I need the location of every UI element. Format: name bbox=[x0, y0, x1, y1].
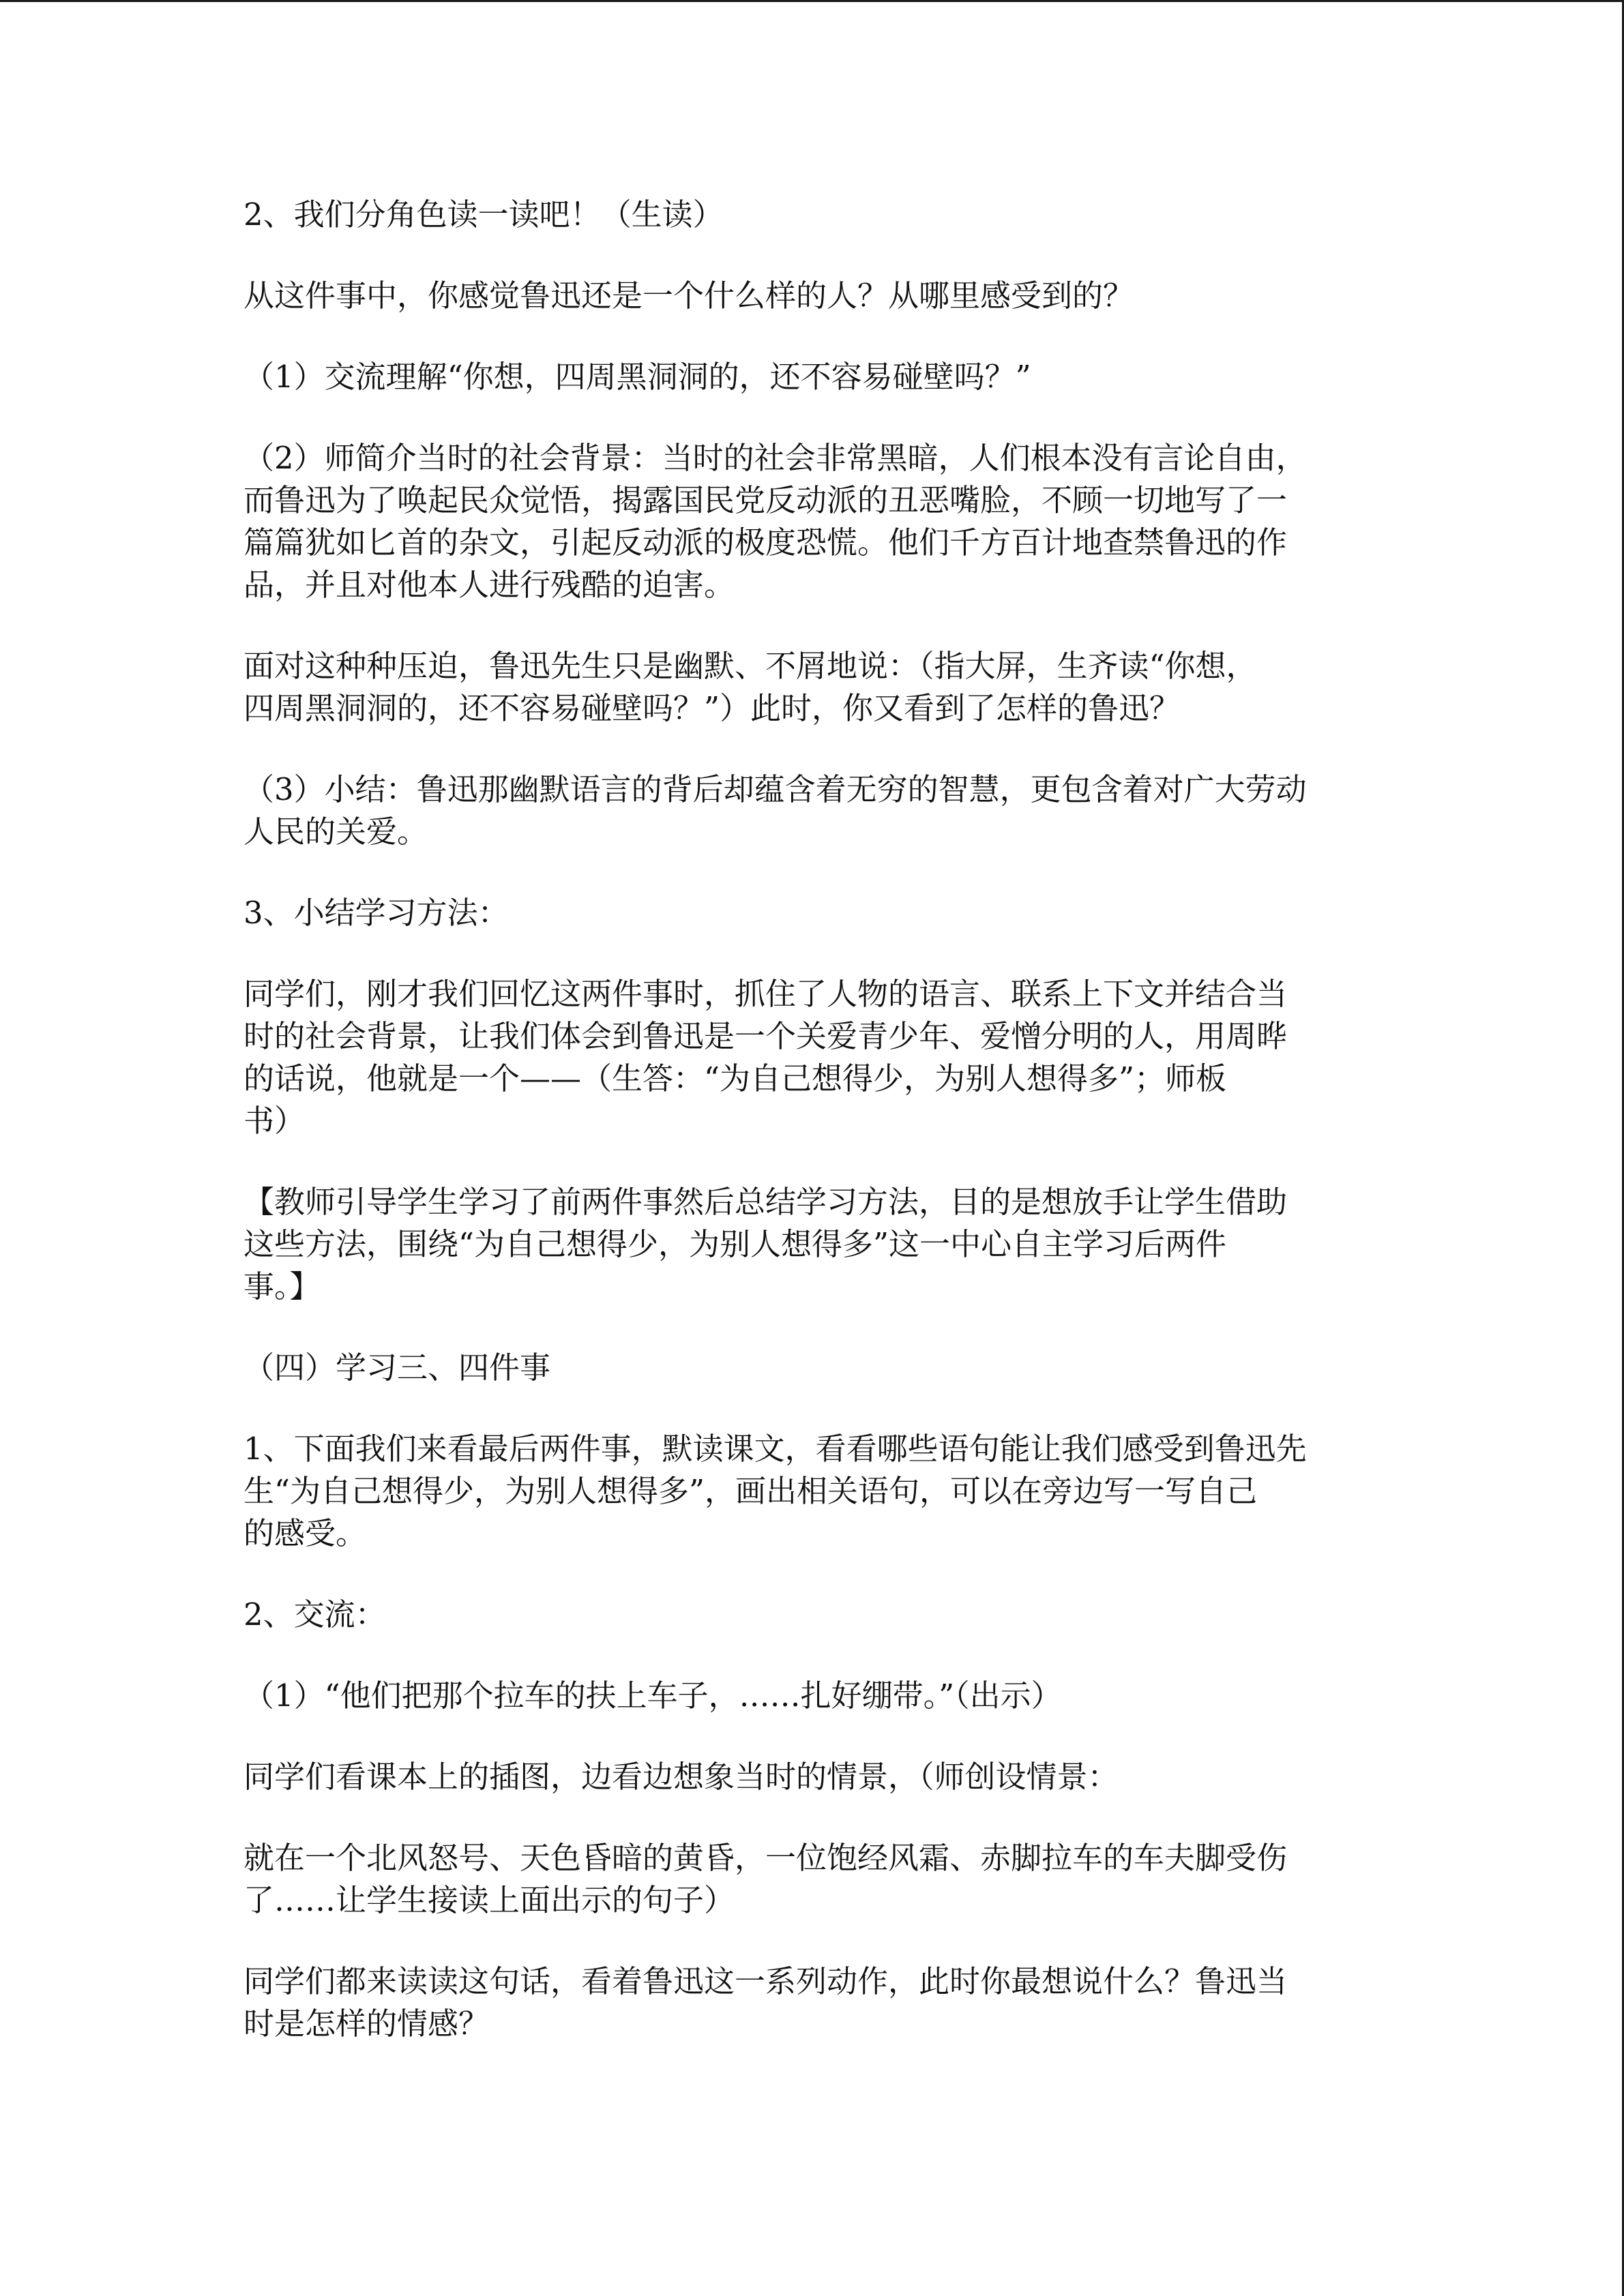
paragraph-quote-rickshaw: （1）“他们把那个拉车的扶上车子，……扎好绷带。”（出示） bbox=[243, 1678, 1062, 1714]
page-top-border bbox=[0, 0, 1624, 2]
paragraph-silent-reading: 1、下面我们来看最后两件事，默读课文，看看哪些语句能让我们感受到鲁迅先 生“为自己想得少，为别人想得多”，画出相关语句，可以在旁边写一写自己 的感受。 bbox=[243, 1431, 1307, 1551]
paragraph-facing-oppression: 面对这种种压迫，鲁迅先生只是幽默、不屑地说：（指大屏，生齐读“你想， 四周黑洞洞的，还不容易碰壁吗？”）此时，你又看到了怎样的鲁迅？ bbox=[243, 648, 1257, 726]
paragraph-method-heading: 3、小结学习方法： bbox=[243, 895, 509, 931]
paragraph-question-what-person: 从这件事中，你感觉鲁迅还是一个什么样的人？从哪里感受到的？ bbox=[243, 278, 1134, 314]
paragraph-social-background: （2）师简介当时的社会背景：当时的社会非常黑暗，人们根本没有言论自由， 而鲁迅为了唤起民众觉悟，揭露国民党反动派的丑恶嘴脸，不顾一切地写了一 篇篇犹如匕首的杂文，引起反动派的极度恐慌。他们千方百计地查禁鲁迅的作 品，并且对他本人进行残酷的迫害。 bbox=[243, 440, 1307, 603]
paragraph-summary-humor: （3）小结：鲁迅那幽默语言的背后却蕴含着无穷的智慧，更包含着对广大劳动 人民的关爱。 bbox=[243, 771, 1307, 850]
paragraph-discuss-quote: （1）交流理解“你想，四周黑洞洞的，还不容易碰壁吗？” bbox=[243, 359, 1031, 395]
paragraph-read-sentence: 同学们都来读读这句话，看着鲁迅这一系列动作，此时你最想说什么？鲁迅当 时是怎样的情感？ bbox=[243, 1963, 1288, 2042]
paragraph-method-summary: 同学们，刚才我们回忆这两件事时，抓住了人物的语言、联系上下文并结合当 时的社会背景，让我们体会到鲁迅是一个关爱青少年、爱憎分明的人，用周晔 的话说，他就是一个——（生答：“为自己想得少，为别人想得多”；师板 书） bbox=[243, 976, 1288, 1139]
paragraph-exchange-heading: 2、交流： bbox=[243, 1596, 386, 1632]
paragraph-teacher-note: 【教师引导学生学习了前两件事然后总结学习方法，目的是想放手让学生借助 这些方法，围绕“为自己想得少，为别人想得多”这一中心自主学习后两件 事。】 bbox=[243, 1184, 1288, 1304]
paragraph-look-illustration: 同学们看课本上的插图，边看边想象当时的情景，（师创设情景： bbox=[243, 1759, 1119, 1795]
paragraph-scene-setting: 就在一个北风怒号、天色昏暗的黄昏，一位饱经风霜、赤脚拉车的车夫脚受伤 了……让学生接读上面出示的句子） bbox=[243, 1840, 1288, 1918]
section-heading-part-four: （四）学习三、四件事 bbox=[243, 1350, 551, 1386]
document-body bbox=[243, 194, 1383, 2084]
paragraph-role-reading: 2、我们分角色读一读吧！（生读） bbox=[243, 196, 724, 233]
